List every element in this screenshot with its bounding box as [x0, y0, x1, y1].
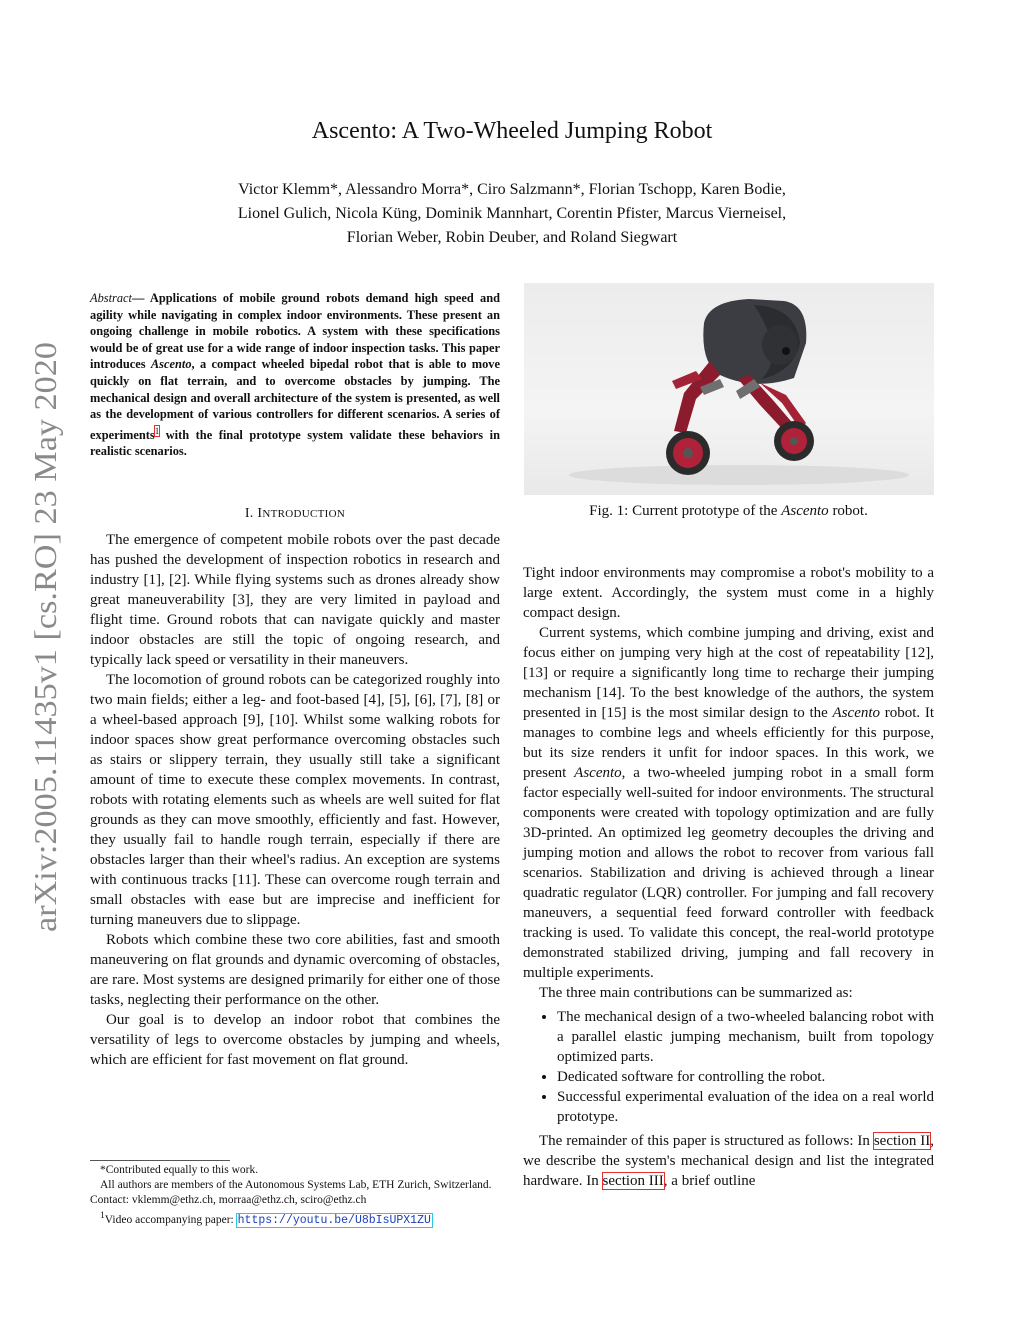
caption-prefix: Fig. 1: Current prototype of the [589, 503, 782, 519]
footnote-video-mark: 1 [100, 1210, 105, 1221]
footnote-affiliation: All authors are members of the Autonomous Systems Lab, ETH Zurich, Switzerland. Contact: vklemm@ethz.ch, morraa@ethz.ch, sciro@ethz.ch [90, 1179, 492, 1206]
right-p2-text-c: , a two-wheeled jumping robot in a small form factor especially well-suited for indoor environments. The structural components were created with topology optimization and are fully 3D-printed. An optimized leg geometry decouples the driving and jumping motion and allows the robot to recover from various fall scenarios. Stabilization and driving is achieved through a linear quadratic regulator (LQR) controller. For jumping and fall recovery maneuvers, a sequential feed forward controller with feedback tracking is used. To validate this concept, the real-world prototype demonstrated stabilized driving, jumping and fall recovery in multiple experiments. [523, 765, 934, 981]
right-paragraph-2 [523, 623, 934, 983]
abstract-robot-name: Ascento [150, 357, 192, 372]
arxiv-identifier [4, 340, 84, 940]
abstract [90, 290, 500, 460]
left-column-body [90, 530, 500, 1070]
right-p2-robot-name-2: Ascento [574, 765, 622, 781]
footnote-video-label: Video accompanying paper: [104, 1213, 237, 1226]
section-heading-introduction [90, 506, 500, 522]
author-line-1: Victor Klemm*, Alessandro Morra*, Ciro Salzmann*, Florian Tschopp, Karen Bodie, [238, 181, 786, 198]
intro-paragraph-1: The emergence of competent mobile robots over the past decade has pushed the development of inspection robotics in research and industry [1], [2]. While flying systems such as drones already show great maneuverability [3], they are very limited in payload and flight time. Ground robots that can navigate quickly and master indoor obstacles are still the topic of ongoing research, and typically lack speed or versatility in their maneuvers. [90, 532, 500, 668]
right-paragraph-3: The three main contributions can be summarized as: [539, 985, 853, 1001]
abstract-text-2: , a compact wheeled bipedal robot that is able to move quickly on flat terrain, and to overcome obstacles by jumping. The mechanical design and overall architecture of the system is presented, as well as the development of various controllers for different scenarios. A series of experiments [90, 357, 500, 442]
abstract-lead: Abstract [90, 291, 132, 305]
abstract-text-1: — Applications of mobile ground robots demand high speed and agility while navigating in complex indoor environments. These present an ongoing challenge in mobile robotics. A system with these specifications would be of great use for a wide range of indoor inspection tasks. This paper introduces [90, 291, 500, 372]
abstract-text-3: with the final prototype system validate these behaviors in realistic scenarios. [90, 427, 500, 459]
section-3-link[interactable]: section III [602, 1173, 664, 1189]
video-url-link[interactable]: https://youtu.be/U8bIsUPX1ZU [237, 1213, 431, 1227]
intro-paragraph-4: Our goal is to develop an indoor robot that combines the versatility of legs to overcome obstacles by jumping and wheels, which are efficient for fast movement on flat ground. [90, 1012, 500, 1068]
contribution-item-1: • The mechanical design of a two-wheeled balancing robot with a parallel elastic jumping mechanism, built from topology optimized parts. [557, 1007, 934, 1067]
section-number: I. [244, 506, 254, 521]
robot-photo-illustration [524, 283, 934, 495]
right-paragraph-4 [523, 1131, 934, 1191]
section-title-rest: NTRODUCTION [262, 508, 346, 520]
footnotes [90, 1163, 510, 1228]
footnote-equal-contribution: *Contributed equally to this work. [100, 1164, 259, 1176]
right-p4-text-c: , a brief outline [663, 1173, 756, 1189]
arxiv-id-text: arXiv:2005.11435v1 [cs.RO] 23 May 2020 [27, 380, 63, 932]
right-p4-text-a: The remainder of this paper is structured as follows: In [539, 1133, 874, 1149]
footnote-video [90, 1208, 510, 1228]
contribution-list [523, 1007, 934, 1127]
footnote-link-1[interactable]: 1 [154, 425, 160, 436]
contribution-item-2: • Dedicated software for controlling the robot. [557, 1067, 934, 1087]
right-p4-text-b: , we describe the system's mechanical design and list the integrated hardware. In [523, 1133, 934, 1189]
section-2-link[interactable]: section II [873, 1133, 931, 1149]
author-line-3: Florian Weber, Robin Deuber, and Roland Siegwart [346, 229, 678, 246]
section-title-first: I [257, 506, 263, 521]
author-line-2: Lionel Gulich, Nicola Küng, Dominik Mannhart, Corentin Pfister, Marcus Vierneisel, [237, 205, 787, 222]
intro-paragraph-3: Robots which combine these two core abilities, fast and smooth maneuvering on flat grounds and dynamic overcoming of obstacles, are rare. Most systems are designed primarily for either one of those tasks, neglecting their performance on the other. [90, 932, 500, 1008]
paper-title: Ascento: A Two-Wheeled Jumping Robot [311, 118, 713, 144]
right-column-body [523, 563, 934, 1191]
right-p2-robot-name: Ascento [832, 705, 881, 721]
footnote-rule [90, 1160, 230, 1161]
caption-robot-name: Ascento [781, 503, 829, 519]
right-paragraph-1: Tight indoor environments may compromise a robot's mobility to a large extent. Accordingly, the system must come in a highly compact design. [523, 565, 934, 621]
contribution-item-3: • Successful experimental evaluation of the idea on a real world prototype. [557, 1087, 934, 1127]
figure-caption [523, 503, 934, 520]
right-p2-text-b: robot. It manages to combine legs and wheels efficiently for this purpose, but its size renders it unfit for indoor spaces. In this work, we present [523, 705, 935, 781]
right-p2-text-a: Current systems, which combine jumping and driving, exist and focus either on jumping very high at the cost of repeatability [12], [13] or require a significantly long time to recharge their jumping mechanism [14]. To the best knowledge of the authors, the system presented in [15] is the most similar design to the [523, 625, 934, 721]
intro-paragraph-2: The locomotion of ground robots can be categorized roughly into two main fields; either a leg- and foot-based [4], [5], [6], [7], [8] or a wheel-based approach [9], [10]. Whilst some walking robots for indoor spaces show great performance overcoming obstacles such as stairs or slippery terrain, they usually still take a significant amount of time to execute these complex movements. In contrast, robots with rotating elements such as wheels are well suited for flat grounds as they can move smoothly, efficiently and fast. However, they usually fail to handle rough terrain, especially if there are obstacles larger than their wheel's radius. An exception are systems with continuous tracks [11]. These can overcome rough terrain and small obstacles with ease but are imprecise and inefficient for turning maneuvers due to slippage. [90, 672, 500, 928]
robot-figure [524, 283, 934, 495]
author-list [150, 178, 874, 250]
caption-suffix: robot. [828, 503, 868, 519]
